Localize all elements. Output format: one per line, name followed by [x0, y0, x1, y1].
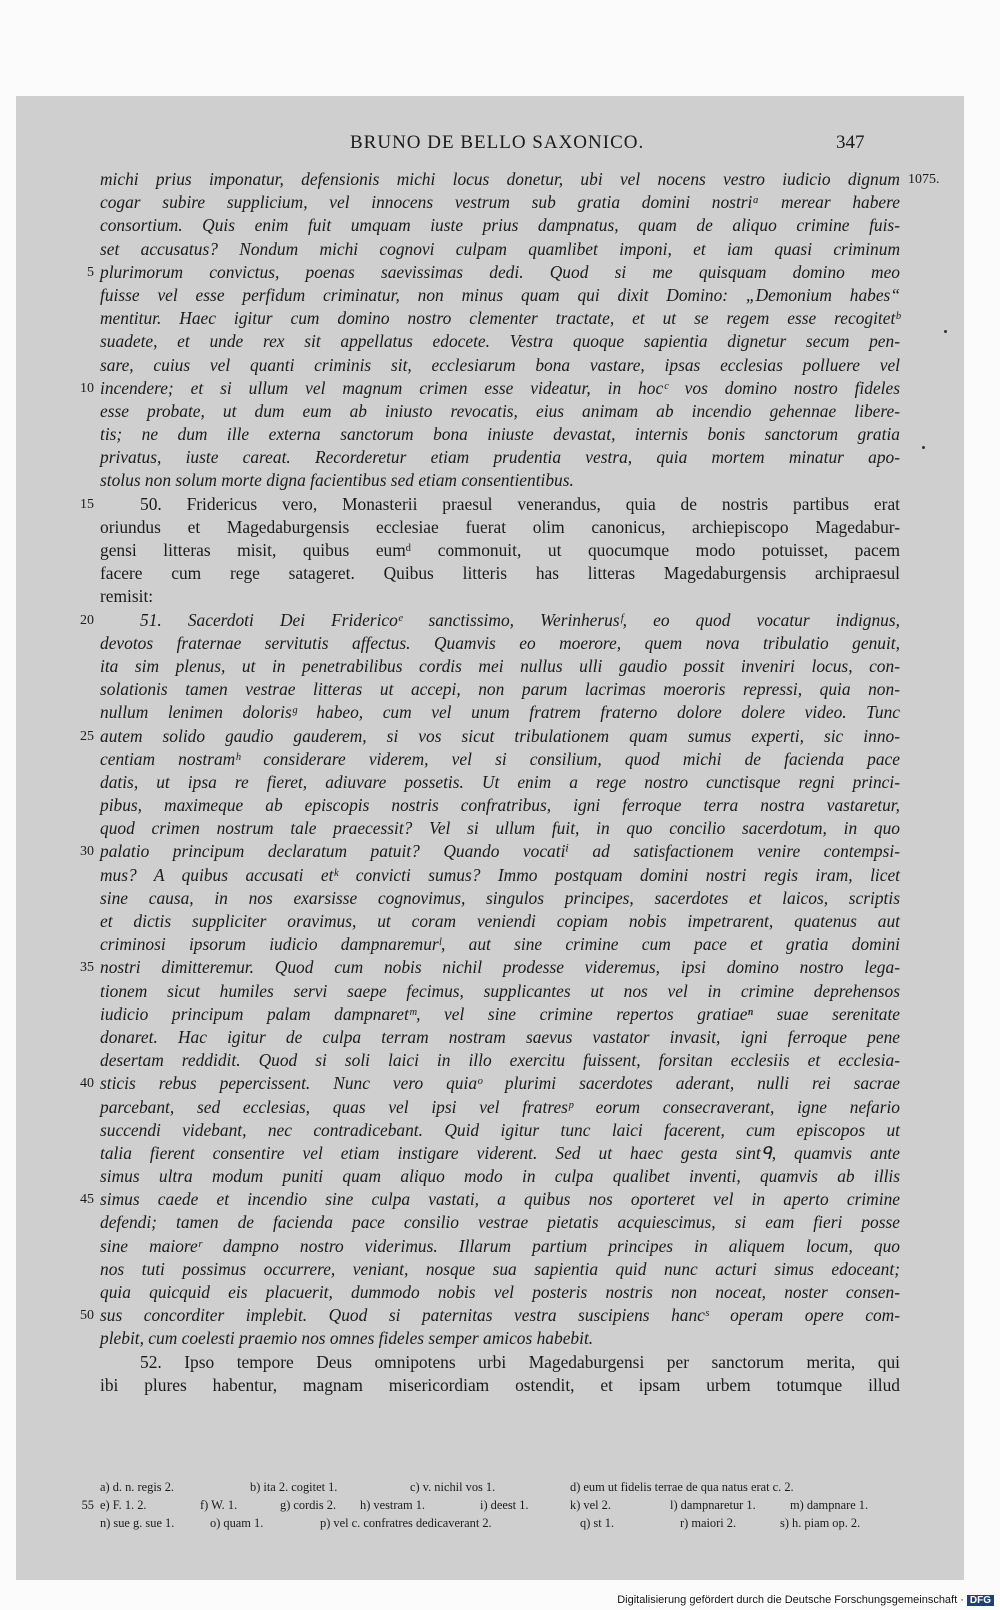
text-line: [100, 1049, 900, 1072]
text-line: [100, 1096, 900, 1119]
text-line: [100, 748, 900, 771]
line-text: set accusatus? Nondum michi cognovi culpam quamlibet imponi, et iam quasi criminum: [100, 238, 900, 259]
line-text: 50. Fridericus vero, Monasterii praesul venerandus, quia de nostris partibus erat: [140, 493, 900, 514]
text-line: [100, 655, 900, 678]
text-line: [87, 261, 900, 284]
line-text: devotos fraternae servitutis affectus. Quamvis eo moerore, quem nova tribulatio genuit,: [100, 632, 900, 653]
text-line: [100, 1327, 900, 1350]
line-text: mentitur. Haec igitur cum domino nostro clementer tractate, et ut se regem esse recogitetᵇ: [100, 308, 900, 329]
text-line: [100, 191, 900, 214]
footnote-entry: p) vel c. confratres dedicaverant 2.: [320, 1516, 492, 1530]
line-number: 55: [81, 1498, 94, 1512]
text-line: [100, 585, 900, 608]
line-text: sare, cuius vel quanti criminis sit, ecclesiarum bona vastare, ipsas ecclesias polluere vel: [100, 354, 900, 375]
line-text: oriundus et Magedaburgensis ecclesiae fuerat olim canonicus, archiepiscopo Magedabur-: [100, 516, 900, 537]
line-text: cogar subire supplicium, vel innocens vestrum sub gratia domini nostriᵃ merear habere: [100, 192, 900, 213]
line-text: ibi plures habentur, magnam misericordiam ostendit, et ipsam urbem totumque illud: [100, 1374, 900, 1395]
line-text: consortium. Quis enim fuit umquam iuste prius dampnatus, quam de aliquo crimine fuis-: [100, 215, 900, 236]
line-text: donaret. Hac igitur de culpa terram nostram saevus vastator invasit, igni ferroque pene: [100, 1026, 900, 1047]
line-number: 20: [80, 612, 94, 628]
text-line: [100, 539, 900, 562]
footnote-entry: d) eum ut fidelis terrae de qua natus erat c. 2.: [570, 1480, 794, 1494]
text-line: [100, 887, 900, 910]
text-line: [100, 1165, 900, 1188]
page-title: BRUNO DE BELLO SAXONICO.: [350, 132, 645, 153]
text-line: [100, 794, 900, 817]
text-line: [80, 840, 900, 863]
footnote-entry: n) sue g. sue 1.: [100, 1516, 175, 1530]
text-line: [100, 864, 900, 887]
footnote-entry: b) ita 2. cogitet 1.: [250, 1480, 338, 1494]
footnote-entry: m) dampnare 1.: [790, 1498, 869, 1512]
line-text: remisit:: [100, 586, 154, 607]
text-line: [100, 330, 900, 353]
footnote-entry: o) quam 1.: [210, 1516, 264, 1530]
body-text: [80, 168, 940, 1397]
text-line: [100, 1003, 900, 1026]
line-text: nullum lenimen dolorisᵍ habeo, cum vel unum fratrem fraterno dolore dolere video. Tunc: [100, 702, 900, 723]
text-line: [100, 562, 900, 585]
text-line: [100, 516, 900, 539]
line-number: 50: [80, 1308, 94, 1324]
footnote-entry: s) h. piam op. 2.: [780, 1516, 861, 1530]
line-text: nos tuti possimus occurrere, veniant, nosque sua sapientia quid nunc acturi simus edoceant;: [100, 1258, 900, 1279]
text-line: [100, 771, 900, 794]
footnote-entry: k) vel 2.: [570, 1498, 611, 1512]
text-line: [100, 1235, 900, 1258]
line-number: 5: [87, 264, 94, 280]
text-line: [100, 910, 900, 933]
line-text: sticis rebus pepercissent. Nunc vero quiaᵒ plurimi sacerdotes aderant, nulli rei sacrae: [100, 1073, 900, 1094]
text-line: [100, 354, 900, 377]
line-text: tis; ne dum ille externa sanctorum bona iniuste devastat, internis bonis sanctorum gratia: [100, 424, 900, 445]
line-text: plurimorum convictus, poenas saevissimas dedi. Quod si me quisquam domino meo: [100, 261, 900, 282]
line-text: centiam nostramʰ considerare viderem, vel si consilium, quod michi de facienda pace: [100, 748, 900, 769]
text-line: [100, 1119, 900, 1142]
text-line: [100, 701, 900, 724]
dfg-logo: DFG: [967, 1595, 994, 1606]
text-line: [100, 817, 900, 840]
line-number: 10: [80, 380, 94, 396]
line-text: fuisse vel esse perfidum criminatur, non minus quam qui dixit Domino: „Demonium habes“: [100, 284, 900, 305]
footnote-entry: f) W. 1.: [200, 1498, 238, 1512]
text-line: [100, 214, 900, 237]
footnote-line: [100, 1478, 900, 1496]
line-text: ita sim plenus, ut in penetrabilibus cordis mei nullus ulli gaudio possit inveniri locus, con-: [100, 655, 900, 676]
footnote-entry: q) st 1.: [580, 1516, 615, 1530]
text-line: [100, 1281, 900, 1304]
footnote-entry: g) cordis 2.: [280, 1498, 337, 1512]
footnote-entry: h) vestram 1.: [360, 1498, 426, 1512]
line-text: incendere; et si ullum vel magnum crimen esse videatur, in hocᶜ vos domino nostro fideles: [100, 377, 900, 398]
line-text: criminosi ipsorum iudicio dampnaremurˡ, aut sine crimine cum pace et gratia domini: [100, 934, 900, 955]
line-text: quod crimen nostrum tale praecessit? Vel si ullum fuit, in quo concilio sacerdotum, in quo: [100, 818, 900, 839]
text-line: [100, 423, 900, 446]
line-text: facere cum rege satageret. Quibus litteris has litteras Magedaburgensis archipraesul: [100, 563, 900, 584]
line-number: 15: [80, 496, 94, 512]
line-number: 40: [80, 1076, 94, 1092]
footnote-entry: i) deest 1.: [480, 1498, 529, 1512]
text-line: [100, 238, 900, 261]
line-text: privatus, iuste careat. Recorderetur etiam prudentia vestra, quia mortem minatur apo-: [100, 447, 900, 468]
line-text: pibus, maximeque ab episcopis nostris confratribus, igni ferroque terra nostra vastaretur,: [100, 795, 900, 816]
footnote-line: [100, 1514, 900, 1532]
footnote-entry: l) dampnaretur 1.: [670, 1498, 756, 1512]
line-text: simus ultra modum puniti quam aliquo modo in culpa qualibet inventi, quamvis ab illis: [100, 1166, 900, 1187]
line-text: desertam reddidit. Quod si soli laici in illo exercitu fuissent, forsitan ecclesiis et ecclesia-: [100, 1050, 900, 1071]
text-line: [100, 1142, 900, 1165]
text-line: [80, 725, 900, 748]
footnote-entry: a) d. n. regis 2.: [100, 1480, 174, 1494]
line-text: sine causa, in nos exarsisse cognovimus, singulos principes, sacerdotes et laicos, scriptis: [100, 887, 900, 908]
line-text: datis, ut ipsa re fieret, adiuvare possetis. Ut enim a rege nostro cunctisque regni princi-: [100, 771, 900, 792]
footnote-line: [81, 1496, 900, 1514]
line-text: mus? A quibus accusati etᵏ convicti sumus? Immo postquam domini nostri regis iram, licet: [100, 864, 900, 885]
text-line: [100, 168, 940, 191]
text-line: [100, 980, 900, 1003]
line-text: parcebant, sed ecclesias, quas vel ipsi vel fratresᵖ eorum consecraverant, igne nefario: [100, 1096, 900, 1117]
line-number: 30: [80, 844, 94, 860]
line-text: defendi; tamen de facienda pace consilio vestrae pietatis acquiescimus, si eam fieri posse: [100, 1212, 900, 1233]
text-line: [100, 1026, 900, 1049]
line-text: esse probate, ut dum eum ab iniusto revocatis, eius animam ab incendio gehennae libere-: [100, 400, 900, 421]
text-line: [100, 1374, 900, 1397]
footnote-entry: e) F. 1. 2.: [100, 1498, 147, 1512]
digitization-credit: [617, 1594, 994, 1606]
line-text: stolus non solum morte digna facientibus sed etiam consentientibus.: [100, 470, 574, 491]
text-line: [100, 469, 900, 492]
margin-year: 1075.: [908, 172, 940, 187]
text-line: [100, 632, 900, 655]
line-text: tionem sicut humiles servi saepe fecimus, supplicantes ut nos vel in crimine deprehensos: [100, 980, 900, 1001]
footnotes: [81, 1478, 900, 1532]
text-line: [100, 284, 900, 307]
line-text: michi prius imponatur, defensionis michi locus donetur, ubi vel nocens vestro iudicio dignum: [100, 169, 900, 189]
text-line: [100, 400, 900, 423]
text-line: [100, 1258, 900, 1281]
line-text: 52. Ipso tempore Deus omnipotens urbi Magedaburgensi per sanctorum merita, qui: [140, 1351, 900, 1372]
scan-speck: [922, 446, 925, 449]
line-text: sine maioreʳ dampno nostro viderimus. Illarum partium principes in aliquem locum, quo: [100, 1235, 900, 1256]
line-number: 35: [80, 960, 94, 976]
text-line: [100, 933, 900, 956]
credit-text: Digitalisierung gefördert durch die Deutsche Forschungsgemeinschaft ·: [617, 1594, 964, 1606]
text-line: [100, 1211, 900, 1234]
line-text: plebit, cum coelesti praemio nos omnes fideles semper amicos habebit.: [100, 1328, 594, 1349]
line-text: iudicio principum palam dampnaretᵐ, vel sine crimine repertos gratiaeⁿ suae serenitate: [100, 1003, 900, 1024]
text-line: [100, 678, 900, 701]
running-header: [0, 132, 1000, 156]
scan-speck: [944, 330, 947, 333]
text-line: [80, 1188, 900, 1211]
footnote-entry: r) maiori 2.: [680, 1516, 737, 1530]
text-line: [100, 446, 900, 469]
page-number: 347: [836, 132, 865, 153]
text-line: [80, 493, 900, 516]
footnote-entry: c) v. nichil vos 1.: [410, 1480, 496, 1494]
text-line: [80, 609, 900, 632]
text-line: [100, 1351, 900, 1374]
text-line: [80, 1072, 900, 1095]
line-text: gensi litteras misit, quibus eumᵈ commonuit, ut quocumque modo potuisset, pacem: [100, 540, 900, 560]
text-line: [80, 1304, 900, 1327]
line-text: 51. Sacerdoti Dei Fridericoᵉ sanctissimo, Werinherusᶠ, eo quod vocatur indignus,: [140, 609, 900, 630]
line-number: 25: [80, 728, 94, 744]
line-text: sus concorditer implebit. Quod si paternitas vestra suscipiens hancˢ operam opere com-: [100, 1305, 900, 1326]
line-text: nostri dimitteremur. Quod cum nobis nichil prodesse videremus, ipsi domino nostro lega-: [100, 957, 900, 978]
line-text: solationis tamen vestrae litteras ut accepi, non parum lacrimas moeroris repressi, quia non-: [100, 679, 900, 700]
line-text: talia fierent consentire vel etiam instigare viderent. Sed ut haec gesta sintᑫ, quamvis ante: [100, 1142, 900, 1163]
line-text: autem solido gaudio gauderem, si vos sicut tribulationem quam sumus experti, sic inno-: [100, 725, 900, 746]
line-text: quia quicquid eis placuerit, dummodo nobis vel posteris nostris non noceat, noster consen-: [100, 1282, 900, 1302]
line-number: 45: [80, 1192, 94, 1208]
line-text: et dictis suppliciter oravimus, ut coram veniendi copiam nobis impetrarent, quatenus aut: [100, 911, 900, 931]
text-line: [80, 377, 900, 400]
line-text: succendi videbant, nec contradicebant. Quid igitur tunc laici facerent, cum episcopos ut: [100, 1119, 900, 1140]
line-text: simus caede et incendio sine culpa vastati, a quibus nos oporteret vel in aperto crimine: [100, 1189, 900, 1210]
line-text: suadete, et unde rex sit appellatus edocete. Vestra quoque sapientia dignetur secum pen-: [100, 331, 900, 352]
text-line: [80, 956, 900, 979]
text-line: [100, 307, 900, 330]
line-text: palatio principum declaratum patuit? Quando vocatiⁱ ad satisfactionem venire contempsi-: [100, 841, 900, 862]
